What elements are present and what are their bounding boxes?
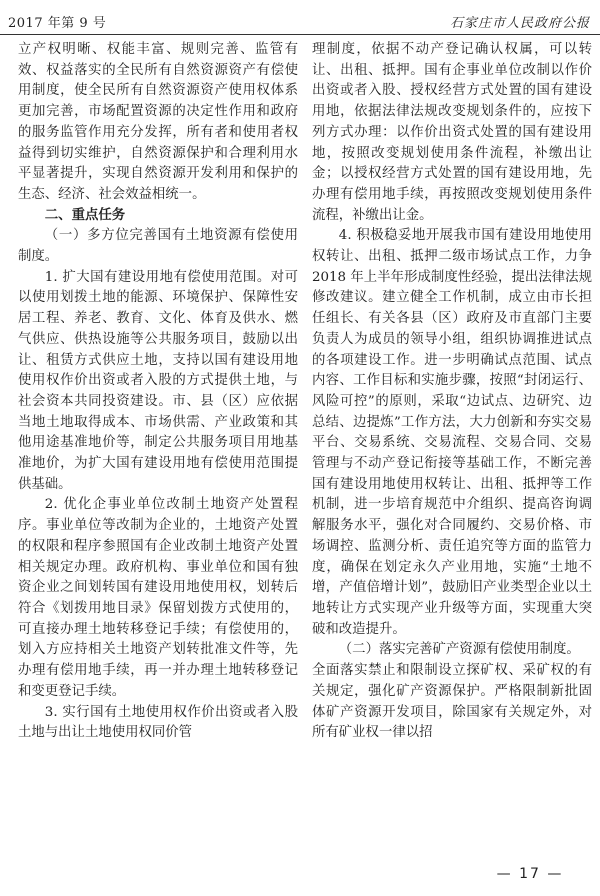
header-rule (0, 34, 600, 35)
issue-label: 2017 年第 9 号 (8, 16, 107, 31)
page-header (0, 0, 600, 36)
item-3-continuation: 理制度，依据不动产登记确认权属，可以转让、出租、抵押。国有企事业单位改制以作价出资或者入股、授权经营方式处置的国有建设用地，依据法律法规改变规划条件的，应按下列方式办理：以作价出资式处置的国有建设用地，按照改变规划使用条件流程，补缴出让金；以授权经营方式处置的国有建设用地，先办理有偿用地手续，再按照改变规划使用条件流程，补缴出让金。 (312, 42, 592, 223)
page-number: — 17 — (496, 866, 564, 882)
publication-title: 石家庄市人民政府公报 (449, 16, 590, 31)
intro-paragraph: 立产权明晰、权能丰富、规则完善、监管有效、权益落实的全民所有自然资源资产有偿使用制度，使全民所有自然资源资产使用权体系更加完善，市场配置资源的决定性作用和政府的服务监管作用充分发挥，所有者和使用者权益得到切实维护，自然资源保护和合理利用水平显著提升，实现自然资源开发利用和保护的生态、经济、社会效益相统一。 (18, 42, 298, 202)
item-1-paragraph: 1. 扩大国有建设用地有偿使用范围。对可以使用划拨土地的能源、环境保护、保障性安居工程、养老、教育、文化、体育及供水、燃气供应、供热设施等公共服务项目，鼓励以出让、租赁方式供应土地，支持以国有建设用地使用权作价出资或者入股的方式提供土地，与社会资本共同投资建设。市、县（区）应依据当地土地取得成本、市场供需、产业政策和其他用途基准地价等，制定公共服务项目用地基准地价，为扩大国有建设用地有偿使用范围提供基础。 (18, 269, 298, 492)
right-column (312, 40, 592, 860)
item-4-paragraph: 4. 积极稳妥地开展我市国有建设用地使用权转让、出租、抵押二级市场试点工作，力争 2018 年上半年形成制度性经验，提出法律法规修改建议。建立健全工作机制，成立由市长担任组长、有关各县（区）政府及市直部门主要负责人为成员的领导小组，组织协调推进试点的各项建设工作。进一步明确试点范围、试点内容、工作目标和实施步骤，按照“封闭运行、风险可控”的原则，采取“边试点、边研究、边总结、边提炼”工作方法，大力创新和夯实交易平台、交易系统、交易流程、交易合同、交易管理与不动产登记衔接等基础工作，不断完善国有建设用地使用权转让、出租、抵押等工作机制，进一步培育规范中介组织、提高咨询调解服务水平，强化对合同履约、交易价格、市场调控、监测分析、责任追究等方面的监管力度，确保在划定永久产业用地，实施“土地不增，产值倍增计划”，鼓励旧产业类型企业以土地转让方式实现产业升级等方面，实现重大突破和改造提升。 (312, 228, 592, 637)
item-3-paragraph: 3. 实行国有土地使用权作价出资或者入股土地与出让土地使用权同价管 (18, 704, 298, 741)
subheading-mineral: （二）落实完善矿产资源有偿使用制度。 (338, 642, 580, 658)
left-column (18, 40, 298, 860)
item-2-paragraph: 2. 优化企事业单位改制土地资产处置程序。事业单位等改制为企业的，土地资产处置的权限和程序参照国有企业改制土地资产处置相关规定办理。政府机构、事业单位和国有独资企业之间划转国有建设用地使用权，划转后符合《划拨用地目录》保留划拨方式使用的，可直接办理土地转移登记手续；有偿使用的，划入方应持相关土地资产划转批准文件等，先办理有偿用地手续，再一并办理土地转移登记和变更登记手续。 (18, 497, 298, 699)
mineral-paragraph: 全面落实禁止和限制设立探矿权、采矿权的有关规定，强化矿产资源保护。严格限制新批固体矿产资源开发项目，除国家有关规定外，对所有矿业权一律以招 (312, 663, 592, 741)
subheading-land: （一）多方位完善国有土地资源有偿使用制度。 (18, 228, 298, 265)
section-heading: 二、重点任务 (44, 207, 126, 223)
